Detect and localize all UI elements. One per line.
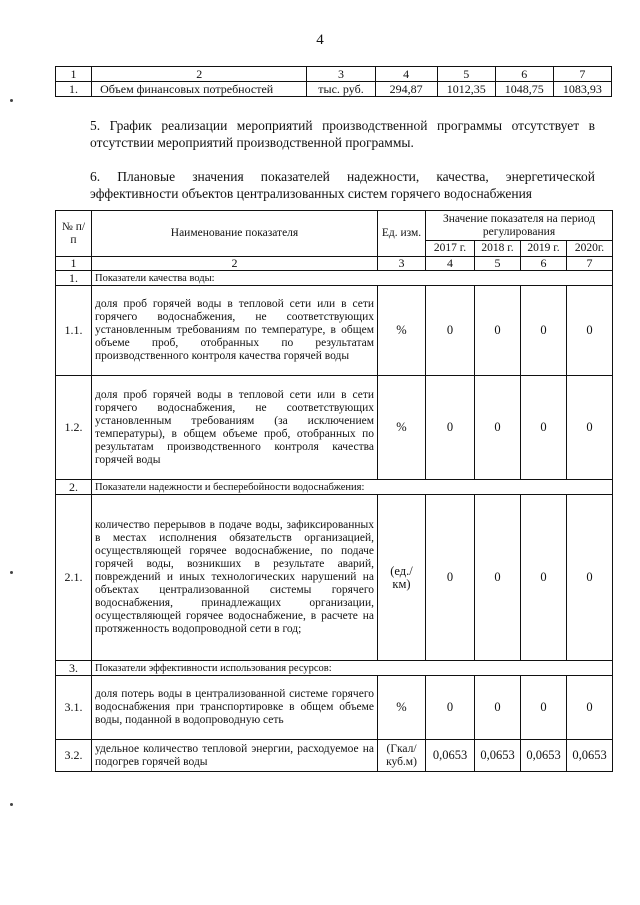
table-row (56, 740, 613, 772)
section-row (56, 661, 613, 676)
row-name: количество перерывов в подаче воды, зафиксированных в местах исполнения обязательств организацией, осуществляющей горячее водоснабжение, по подаче горячей воды, возникших в результате аварий, повреждений и иных технологических нарушений на объектах централизованной системы горячего водоснабжения, принадлежащих организации, осуществляющей горячее водоснабжение, в расчете на протяженность водопроводной сети в год; (92, 495, 378, 661)
row-value: 0 (475, 286, 521, 376)
row-value: 1048,75 (495, 82, 553, 97)
header-cell: 4 (375, 67, 437, 82)
row-number: 1. (56, 82, 92, 97)
row-value: 0 (426, 376, 475, 480)
header-cell: 2 (92, 67, 307, 82)
row-value: 0 (567, 495, 613, 661)
col-number: 3 (378, 257, 426, 271)
row-unit: (Гкал/ куб.м) (378, 740, 426, 772)
row-value: 0,0653 (567, 740, 613, 772)
row-value: 0 (567, 286, 613, 376)
row-value: 0,0653 (521, 740, 567, 772)
table-header-row (56, 67, 612, 82)
scan-speck (10, 99, 13, 102)
header-cell: 3 (307, 67, 375, 82)
row-name: Объем финансовых потребностей (92, 82, 307, 97)
header-year: 2017 г. (426, 241, 475, 257)
row-name: доля потерь воды в централизованной системе горячего водоснабжения при транспортировке в общем объеме воды, поданной в водопроводную сеть (92, 676, 378, 740)
table-row (56, 82, 612, 97)
column-numbers-row (56, 257, 613, 271)
col-number: 7 (567, 257, 613, 271)
col-number: 1 (56, 257, 92, 271)
row-value: 0 (521, 495, 567, 661)
paragraph-5: 5. График реализации мероприятий производственной программы отсутствует в отсутствии мероприятий производственной программы. (90, 118, 595, 150)
financial-needs-table (55, 66, 612, 97)
header-cell: 6 (495, 67, 553, 82)
section-number: 3. (56, 661, 92, 676)
scan-speck (10, 803, 13, 806)
row-value: 0 (426, 676, 475, 740)
header-year: 2020г. (567, 241, 613, 257)
paragraph-6: 6. Плановые значения показателей надежности, качества, энергетической эффективности объектов централизованных систем горячего водоснабжения (90, 169, 595, 201)
section-row (56, 480, 613, 495)
row-value: 1012,35 (437, 82, 495, 97)
table-row (56, 676, 613, 740)
row-value: 0 (521, 676, 567, 740)
header-cell: 5 (437, 67, 495, 82)
row-number: 2.1. (56, 495, 92, 661)
row-value: 0 (521, 376, 567, 480)
row-value: 0 (567, 376, 613, 480)
row-number: 1.1. (56, 286, 92, 376)
row-value: 0 (475, 495, 521, 661)
header-unit: Ед. изм. (378, 211, 426, 257)
row-name: доля проб горячей воды в тепловой сети или в сети горячего водоснабжения, не соответствующих установленным требованиям (за исключением температуры), в общем объеме проб, отобранных по результатам производственного контроля качества горячей воды (92, 376, 378, 480)
section-title: Показатели эффективности использования ресурсов: (92, 661, 613, 676)
table-row (56, 286, 613, 376)
col-number: 5 (475, 257, 521, 271)
row-number: 3.2. (56, 740, 92, 772)
page-number: 4 (316, 32, 324, 48)
col-number: 4 (426, 257, 475, 271)
row-unit: (ед./ км) (378, 495, 426, 661)
row-name: доля проб горячей воды в тепловой сети или в сети горячего водоснабжения, не соответствующих установленным требованиям по температуре, в общем объеме проб, отобранных по результатам производственного контроля качества горячей воды (92, 286, 378, 376)
section-row (56, 271, 613, 286)
section-title: Показатели качества воды: (92, 271, 613, 286)
row-unit: тыс. руб. (307, 82, 375, 97)
row-value: 0 (475, 676, 521, 740)
table-row (56, 376, 613, 480)
row-name: удельное количество тепловой энергии, расходуемое на подогрев горячей воды (92, 740, 378, 772)
row-number: 3.1. (56, 676, 92, 740)
header-cell: 1 (56, 67, 92, 82)
section-title: Показатели надежности и бесперебойности водоснабжения: (92, 480, 613, 495)
section-number: 2. (56, 480, 92, 495)
indicators-table (55, 210, 613, 772)
section-number: 1. (56, 271, 92, 286)
header-name: Наименование показателя (92, 211, 378, 257)
table-row (56, 495, 613, 661)
row-value: 0 (567, 676, 613, 740)
row-value: 0 (475, 376, 521, 480)
row-value: 0 (521, 286, 567, 376)
col-number: 2 (92, 257, 378, 271)
header-period: Значение показателя на период регулирования (426, 211, 613, 241)
header-year: 2018 г. (475, 241, 521, 257)
row-value: 294,87 (375, 82, 437, 97)
col-number: 6 (521, 257, 567, 271)
row-unit: % (378, 286, 426, 376)
header-num: № п/п (56, 211, 92, 257)
scan-speck (10, 571, 13, 574)
row-unit: % (378, 676, 426, 740)
header-cell: 7 (553, 67, 611, 82)
row-value: 0,0653 (426, 740, 475, 772)
header-year: 2019 г. (521, 241, 567, 257)
row-value: 1083,93 (553, 82, 611, 97)
row-value: 0 (426, 495, 475, 661)
header-row-top (56, 211, 613, 241)
row-number: 1.2. (56, 376, 92, 480)
row-unit: % (378, 376, 426, 480)
row-value: 0 (426, 286, 475, 376)
row-value: 0,0653 (475, 740, 521, 772)
